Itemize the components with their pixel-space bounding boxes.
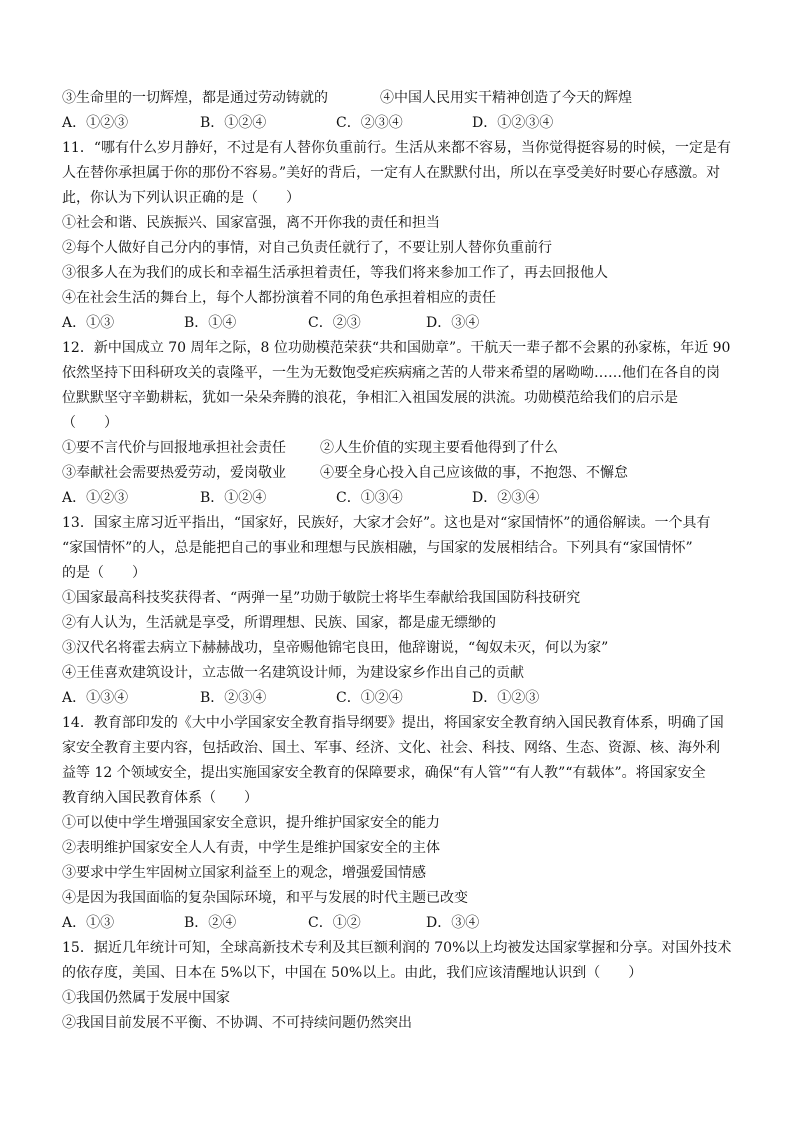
q15-stem-line-2: 的依存度，美国、日本在 5%以下，中国在 50%以上。由此，我们应该清醒地认识到（ ） <box>62 965 643 981</box>
q12-option-d[interactable]: D．②③④ <box>472 490 540 506</box>
q12-statement-1: ①要不言代价与回报地承担社会责任 <box>62 440 286 456</box>
q11-option-a[interactable]: A．①③ <box>62 315 115 331</box>
q10-statement-3: ③生命里的一切辉煌，都是通过劳动铸就的 <box>62 90 328 106</box>
q12-option-a[interactable]: A．①②③ <box>62 490 129 506</box>
q14-stem-line-1: 14．教育部印发的《大中小学国家安全教育指导纲要》提出，将国家安全教育纳入国民教育体系，明确了国 <box>62 715 724 731</box>
q10-statement-4: ④中国人民用实干精神创造了今天的辉煌 <box>380 90 632 106</box>
q10-option-d[interactable]: D．①②③④ <box>472 115 554 131</box>
q11-statement-4: ④在社会生活的舞台上，每个人都扮演着不同的角色承担着相应的责任 <box>62 290 496 306</box>
q15-statement-2: ②我国目前发展不平衡、不协调、不可持续问题仍然突出 <box>62 1015 412 1031</box>
q14-options <box>62 911 752 936</box>
q11-statement-1: ①社会和谐、民族振兴、国家富强，离不开你我的责任和担当 <box>62 215 440 231</box>
q14-option-b[interactable]: B．②④ <box>184 915 237 931</box>
q12-statements-row-2 <box>62 461 752 486</box>
q13-stem-line-3: 的是（ ） <box>62 565 146 581</box>
q13-option-b[interactable]: B．②③④ <box>200 690 267 706</box>
q14-statement-4: ④是因为我国面临的复杂国际环境，和平与发展的时代主题已改变 <box>62 890 468 906</box>
q13-statement-2: ②有人认为，生活就是享受，所谓理想、民族、国家，都是虚无缥缈的 <box>62 615 496 631</box>
q10-options <box>62 111 752 136</box>
q12-statement-2: ②人生价值的实现主要看他得到了什么 <box>320 440 558 456</box>
q13-option-c[interactable]: C．①②④ <box>336 690 403 706</box>
q14-stem-line-3: 益等 12 个领域安全，提出实施国家安全教育的保障要求，确保“有人管”“有人教”“有载体”。将国家安全 <box>62 765 706 781</box>
q10-option-b[interactable]: B．①②④ <box>200 115 267 131</box>
exam-page <box>62 86 752 1036</box>
q15-stem-line-1: 15．据近几年统计可知，全球高新技术专利及其巨额利润的 70%以上均被发达国家掌握和分享。对国外技术 <box>62 940 732 956</box>
q12-statement-4: ④要全身心投入自己应该做的事，不抱怨、不懈怠 <box>320 465 628 481</box>
q13-stem-line-1: 13．国家主席习近平指出，“国家好，民族好，大家才会好”。这也是对“家国情怀”的通俗解读。一个具有 <box>62 515 711 531</box>
q13-option-d[interactable]: D．①②③ <box>472 690 540 706</box>
q13-stem-line-2: “家国情怀”的人，总是能把自己的事业和理想与民族相融，与国家的发展相结合。下列具有“家国情怀” <box>62 540 693 556</box>
q12-stem-line-3: 位默默坚守辛勤耕耘，犹如一朵朵奔腾的浪花，争相汇入祖国发展的洪流。功勋模范给我们的启示是 <box>62 390 678 406</box>
q14-statement-2: ②表明维护国家安全人人有责，中学生是维护国家安全的主体 <box>62 840 440 856</box>
q14-option-a[interactable]: A．①③ <box>62 915 115 931</box>
q12-statements-row-1 <box>62 436 752 461</box>
q14-option-d[interactable]: D．③④ <box>426 915 480 931</box>
q11-stem-line-3: 此，你认为下列认识正确的是（ ） <box>62 190 300 206</box>
q11-stem-line-2: 人在替你承担属于你的那份不容易。”美好的背后，一定有人在默默付出，所以在享受美好时要心存感激。对 <box>62 165 721 181</box>
q11-stem-line-1: 11．“哪有什么岁月静好，不过是有人替你负重前行。生活从来都不容易，当你觉得挺容易的时候，一定是有 <box>62 140 731 156</box>
q12-option-b[interactable]: B．①②④ <box>200 490 267 506</box>
q12-stem-line-1: 12．新中国成立 70 周年之际，8 位功勋模范荣获“共和国勋章”。干航天一辈子都不会累的孙家栋，年近 90 <box>62 340 731 356</box>
q13-statement-1: ①国家最高科技奖获得者、“两弹一星”功勋于敏院士将毕生奉献给我国国防科技研究 <box>62 590 581 606</box>
q14-statement-1: ①可以使中学生增强国家安全意识，提升维护国家安全的能力 <box>62 815 440 831</box>
q12-stem-line-2: 依然坚持下田科研攻关的袁隆平，一生为无数饱受疟疾病痛之苦的人带来希望的屠呦呦……他们在各自的岗 <box>62 365 720 381</box>
q11-statement-2: ②每个人做好自己分内的事情，对自己负责任就行了，不要让别人替你负重前行 <box>62 240 552 256</box>
q14-stem-line-4: 教育纳入国民教育体系（ ） <box>62 790 258 806</box>
q14-option-c[interactable]: C．①② <box>308 915 361 931</box>
q10-statements-row <box>62 86 752 111</box>
q11-option-b[interactable]: B．①④ <box>184 315 237 331</box>
q15-statement-1: ①我国仍然属于发展中国家 <box>62 990 230 1006</box>
q11-option-c[interactable]: C．②③ <box>308 315 361 331</box>
q10-option-c[interactable]: C．②③④ <box>336 115 403 131</box>
q13-statement-3: ③汉代名将霍去病立下赫赫战功，皇帝赐他锦宅良田，他辞谢说，“匈奴未灭，何以为家” <box>62 640 609 656</box>
q11-options <box>62 311 752 336</box>
q12-statement-3: ③奉献社会需要热爱劳动，爱岗敬业 <box>62 465 286 481</box>
q10-option-a[interactable]: A．①②③ <box>62 115 129 131</box>
q13-option-a[interactable]: A．①③④ <box>62 690 129 706</box>
q12-option-c[interactable]: C．①③④ <box>336 490 403 506</box>
q13-statement-4: ④王佳喜欢建筑设计，立志做一名建筑设计师，为建设家乡作出自己的贡献 <box>62 665 524 681</box>
q14-stem-line-2: 家安全教育主要内容，包括政治、国土、军事、经济、文化、社会、科技、网络、生态、资源、核、海外利 <box>62 740 720 756</box>
q11-statement-3: ③很多人在为我们的成长和幸福生活承担着责任，等我们将来参加工作了，再去回报他人 <box>62 265 608 281</box>
q13-options <box>62 686 752 711</box>
q14-statement-3: ③要求中学生牢固树立国家利益至上的观念，增强爱国情感 <box>62 865 426 881</box>
q12-options <box>62 486 752 511</box>
q11-option-d[interactable]: D．③④ <box>426 315 480 331</box>
q12-stem-line-4: （ ） <box>62 415 118 431</box>
